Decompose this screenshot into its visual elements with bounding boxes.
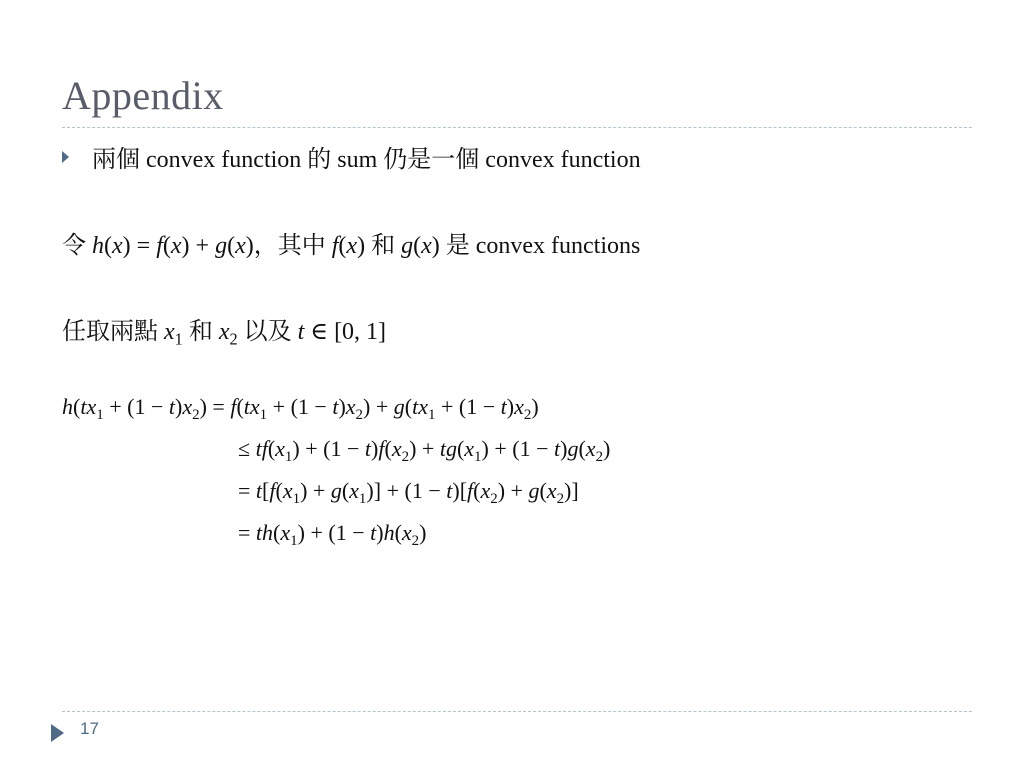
x2-symbol: x xyxy=(218,319,230,345)
paren-close: ) xyxy=(245,233,254,259)
equation-line-2: ≤ $tf(x_1) + (1 - t)f(x_2) + tg(x_1) + (1 - t)g(x_2)$ xyxy=(238,436,611,466)
take-lead: 任取兩點 xyxy=(62,319,164,345)
and-text: 和 xyxy=(182,319,219,345)
x1-symbol: x xyxy=(164,319,175,345)
paren-open: ( xyxy=(338,233,347,259)
bullet-item xyxy=(62,145,641,175)
footer-divider xyxy=(62,711,972,712)
and-text: 和 xyxy=(365,233,402,259)
page-number: 17 xyxy=(80,719,99,738)
slide-title: Appendix xyxy=(62,73,224,118)
definition-connector: ，其中 xyxy=(253,233,332,259)
take-connector: 以及 xyxy=(237,319,298,345)
x-symbol: x xyxy=(112,233,123,259)
interval-text: ∈ [0, 1] xyxy=(304,319,387,345)
footer-triangle-icon xyxy=(51,724,64,742)
equation-line-1: $h(tx_1 + (1 - t)x_2) = f(tx_1 + (1 - t)x_2) + g(tx_1 + (1 - t)x_2)$ xyxy=(62,394,539,424)
g-symbol: g xyxy=(215,233,228,259)
g-symbol: g xyxy=(401,233,414,259)
x-symbol: x xyxy=(346,233,358,259)
triangle-right-icon xyxy=(62,151,69,163)
equation-line-3: = $t[f(x_1) + g(x_1)] + (1 - t)[f(x_2) + g(x_2)]$ xyxy=(238,478,579,508)
take-points-line xyxy=(62,317,386,347)
bullet-text: 兩個 convex function 的 sum 仍是一個 convex function xyxy=(92,147,641,173)
paren-close: ) xyxy=(357,233,366,259)
h-symbol: h xyxy=(92,233,104,259)
t-symbol: t xyxy=(297,319,305,345)
x-symbol: x xyxy=(421,233,432,259)
subscript-1: 1 xyxy=(174,329,183,349)
paren-open: ( xyxy=(162,233,171,259)
f-symbol: f xyxy=(156,233,163,259)
equals-sign: = xyxy=(130,233,157,259)
equation-line-4: = $th(x_1) + (1 - t)h(x_2)$ xyxy=(238,520,427,550)
paren-open: ( xyxy=(227,233,236,259)
x-symbol: x xyxy=(235,233,246,259)
plus-sign: + xyxy=(189,233,216,259)
paren-close: ) xyxy=(181,233,190,259)
paren-open: ( xyxy=(104,233,112,259)
definition-lead: 令 xyxy=(62,233,92,259)
definition-line xyxy=(62,231,640,261)
definition-tail: 是 convex functions xyxy=(439,233,641,259)
x-symbol: x xyxy=(170,233,182,259)
paren-close: ) xyxy=(431,233,440,259)
f-symbol: f xyxy=(331,233,339,259)
paren-open: ( xyxy=(413,233,422,259)
title-divider xyxy=(62,127,972,128)
paren-close: ) xyxy=(122,233,131,259)
subscript-2: 2 xyxy=(229,329,238,349)
